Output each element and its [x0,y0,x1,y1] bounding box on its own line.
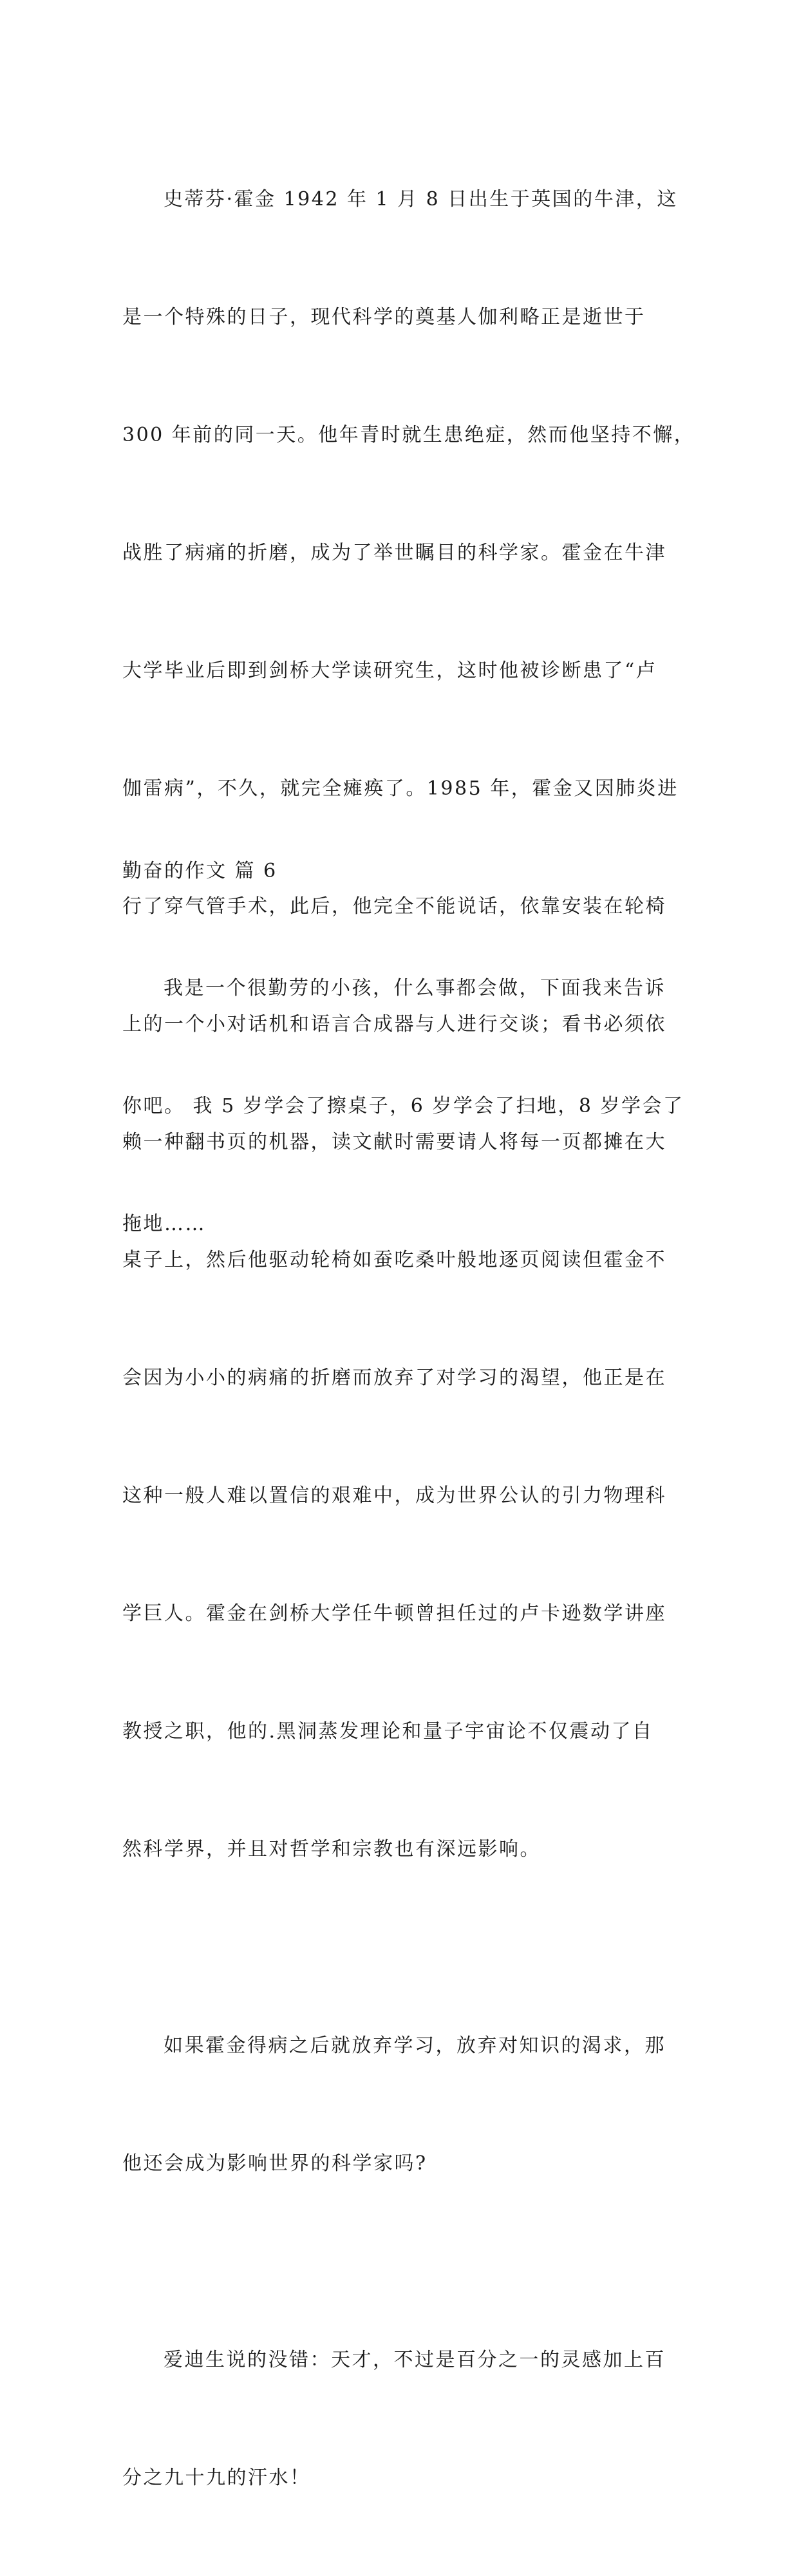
text-line: 我是一个很勤劳的小孩，什么事都会做，下面我来告诉 [164,977,666,999]
paragraph-question [122,1947,682,2262]
text-line: 学巨人。霍金在剑桥大学任牛顿曾担任过的卢卡逊数学讲座 [122,1602,666,1625]
text-line: 你吧。 我 5 岁学会了擦桌子，6 岁学会了扫地，8 岁学会了 [122,1095,684,1117]
text-line: 爱迪生说的没错：天才，不过是百分之一的灵感加上百 [164,2349,666,2371]
paragraph-edison-quote [122,2262,682,2576]
text-line: 他还会成为影响世界的科学家吗? [122,2152,428,2175]
text-line: 会因为小小的病痛的折磨而放弃了对学习的渴望，他正是在 [122,1367,666,1389]
text-line: 这种一般人难以置信的艰难中，成为世界公认的引力物理科 [122,1484,666,1507]
text-line: 大学毕业后即到剑桥大学读研究生，这时他被诊断患了“卢 [122,659,657,682]
text-line: 行了穿气管手术，此后，他完全不能说话，依靠安装在轮椅 [122,895,666,918]
text-line: 赖一种翻书页的机器，读文献时需要请人将每一页都摊在大 [122,1131,666,1153]
section-heading: 勤奋的作文 篇 6 [122,860,277,882]
text-line: 300 年前的同一天。他年青时就生患绝症，然而他坚持不懈， [122,424,695,446]
text-line: 然科学界，并且对哲学和宗教也有深远影响。 [122,1838,541,1861]
article-body [122,101,695,2576]
text-line: 桌子上，然后他驱动轮椅如蚕吃桑叶般地逐页阅读但霍金不 [122,1249,666,1271]
text-line: 如果霍金得病之后就放弃学习，放弃对知识的渴求，那 [164,2034,666,2057]
text-line: 教授之职，他的.黑洞蒸发理论和量子宇宙论不仅震动了自 [122,1720,653,1743]
text-line: 史蒂芬·霍金 1942 年 1 月 8 日出生于英国的牛津，这 [164,188,678,211]
paragraph-hardworking-child [122,890,682,1322]
text-line: 是一个特殊的日子，现代科学的奠基人伽利略正是逝世于 [122,306,646,328]
text-line: 拖地…… [122,1213,206,1235]
text-line: 上的一个小对话机和语言合成器与人进行交谈；看书必须依 [122,1013,666,1036]
text-line: 战胜了病痛的折磨，成为了举世瞩目的科学家。霍金在牛津 [122,542,666,564]
text-line: 分之九十九的汗水！ [122,2467,311,2489]
text-line: 伽雷病”，不久，就完全瘫痪了。1985 年，霍金又因肺炎进 [122,777,679,800]
essay-body [122,890,682,1322]
